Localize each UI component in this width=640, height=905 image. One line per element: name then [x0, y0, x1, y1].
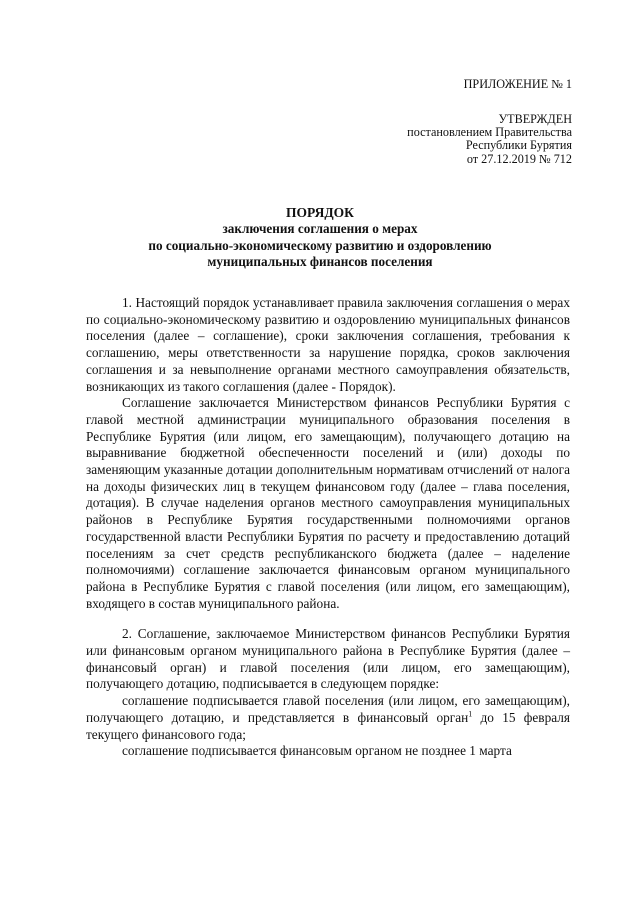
document-body	[86, 295, 570, 760]
republic-label: Республики Бурятия	[465, 138, 572, 153]
date-number-label: от 27.12.2019 № 712	[466, 151, 572, 166]
paragraph-1: 1. Настоящий порядок устанавливает правила заключения соглашения о мерах по социально-экономическому развитию и оздоровлению муниципальных финансов поселения (далее – соглашение), сроки заключения соглашения, требования к соглашению, меры ответственности за нарушение порядка, сроков заключения соглашения и за невыполнение органами местного самоуправления обязательств, возникающих из такого соглашения (далее - Порядок).	[86, 295, 570, 394]
title-line-2: по социально-экономическому развитию и оздоровлению	[148, 237, 492, 253]
paragraph-3: 2. Соглашение, заключаемое Министерством финансов Республики Бурятия или финансовым органом муниципального района в Республике Бурятия (далее – финансовый орган) и главой поселения (или лицом, его замещающим), получающего дотацию, подписывается в следующем порядке:	[86, 626, 570, 692]
footnote-mark[interactable]: 1	[468, 709, 473, 719]
resolution-label: постановлением Правительства	[407, 125, 572, 140]
paragraph-4-text: соглашение подписывается главой поселения (или лицом, его замещающим), получающего дотацию, и представляется в финансовый орган	[86, 693, 570, 725]
appendix-label: ПРИЛОЖЕНИЕ № 1	[463, 77, 572, 91]
title-line-1: заключения соглашения о мерах	[222, 221, 418, 236]
document-title	[60, 205, 580, 271]
approved-label: УТВЕРЖДЕН	[498, 112, 572, 126]
approval-block	[407, 113, 572, 166]
title-main: ПОРЯДОК	[286, 205, 354, 220]
paragraph-5: соглашение подписывается финансовым органом не позднее 1 марта	[122, 743, 512, 759]
paragraph-2: Соглашение заключается Министерством финансов Республики Бурятия с главой местной администрации муниципального образования поселения в Республике Бурятия (или лицом, его замещающим), получающего дотацию на выравнивание бюджетной обеспеченности поселений и (или) доходы по заменяющим указанные дотации дополнительным нормативам отчислений от налога на доходы физических лиц в текущем финансовом году (далее – глава поселения, дотация). В случае наделения органов местного самоуправления муниципальных районов в Республике Бурятия государственными полномочиями органов государственной власти Республики Бурятия по расчету и предоставлению дотаций поселениям за счет средств республиканского бюджета (далее – наделение полномочиями) соглашение заключается финансовым органом муниципального района в Республике Бурятия с главой поселения (или лицом, его замещающим), входящего в состав муниципального района.	[86, 395, 570, 611]
paragraph-4	[86, 693, 570, 743]
paragraph-4-tail: до 15 февраля текущего финансового года;	[86, 709, 570, 742]
title-line-3: муниципальных финансов поселения	[207, 254, 433, 269]
